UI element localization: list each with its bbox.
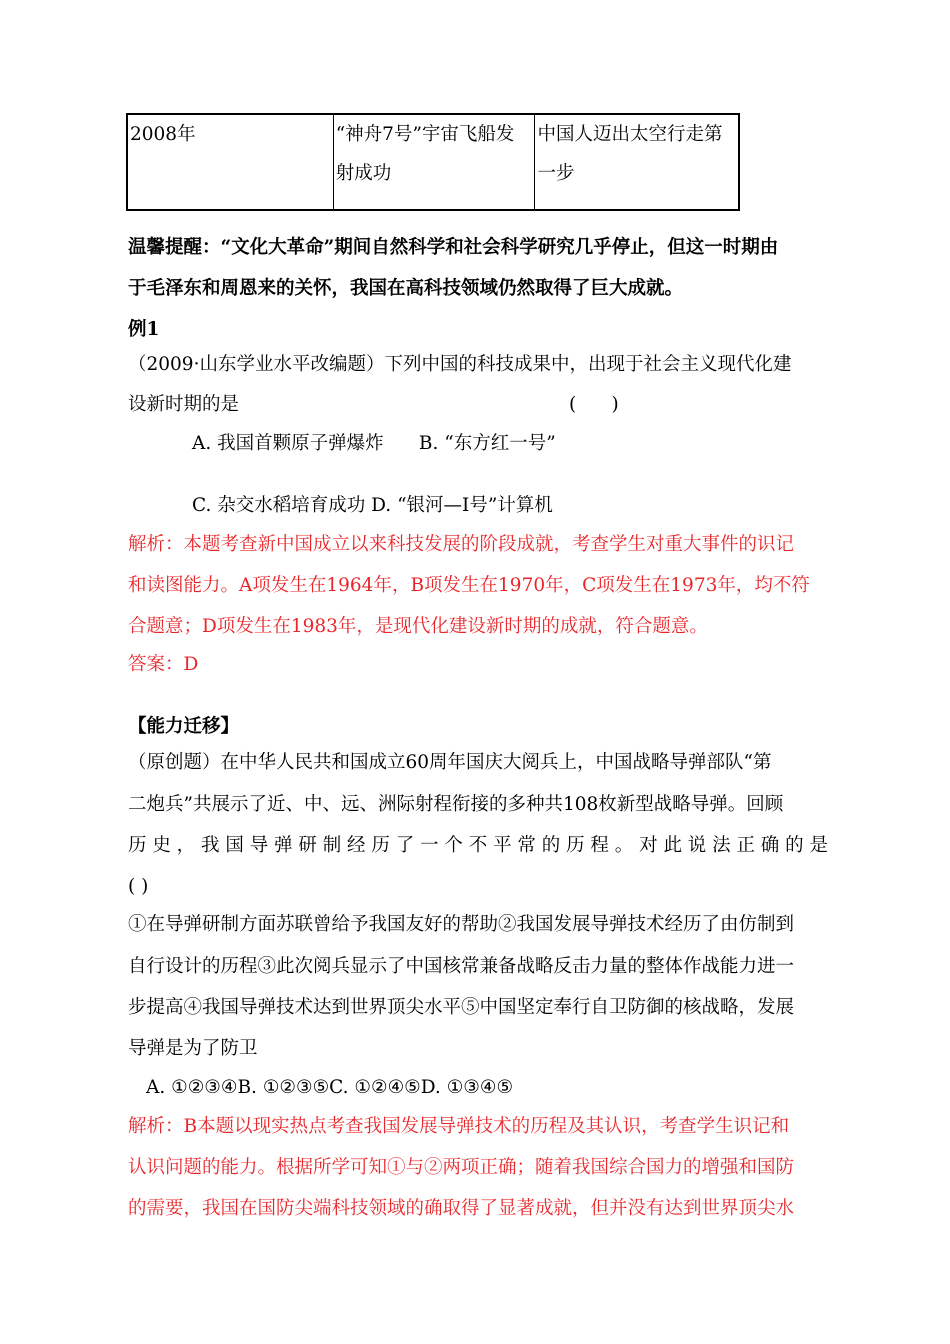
example-answer-bracket: ( )	[569, 394, 619, 415]
transfer-analysis-line-3: 的需要，我国在国防尖端科技领域的确取得了显著成就，但并没有达到世界顶尖水	[128, 1198, 795, 1219]
transfer-heading: 【能力迁移】	[128, 716, 240, 737]
transfer-analysis-line-2: 认识问题的能力。根据所学可知①与②两项正确；随着我国综合国力的增强和国防	[128, 1157, 795, 1178]
transfer-question-line-3: 历史，我国导弹研制经历了一个不平常的历程。对此说法正确的是	[128, 835, 828, 856]
reminder-line-2: 于毛泽东和周恩来的关怀，我国在高科技领域仍然取得了巨大成就。	[128, 278, 684, 299]
transfer-answer-bracket: ( )	[128, 876, 149, 897]
event-cell: “神舟7号”宇宙飞船发射成功	[333, 114, 535, 210]
example-analysis-line-3: 合题意；D项发生在1983年，是现代化建设新时期的成就，符合题意。	[128, 616, 708, 637]
example-heading: 例1	[128, 319, 160, 340]
transfer-items-line-2: 自行设计的历程③此次阅兵显示了中国核常兼备战略反击力量的整体作战能力进一	[128, 956, 795, 977]
table-row	[127, 114, 739, 210]
reminder-line-1: 温馨提醒：“文化大革命”期间自然科学和社会科学研究几乎停止，但这一时期由	[128, 237, 779, 258]
transfer-question-line-2: 二炮兵”共展示了近、中、远、洲际射程衔接的多种共108枚新型战略导弹。回顾	[128, 794, 784, 815]
transfer-analysis-line-1: 解析：B本题以现实热点考查我国发展导弹技术的历程及其认识，考查学生识记和	[128, 1116, 790, 1137]
transfer-items-line-4: 导弹是为了防卫	[128, 1038, 258, 1059]
example-answer: 答案：D	[128, 654, 199, 675]
example-analysis-line-1: 解析：本题考查新中国成立以来科技发展的阶段成就，考查学生对重大事件的识记	[128, 534, 795, 555]
events-table	[126, 113, 740, 211]
example-question-line-1: （2009·山东学业水平改编题）下列中国的科技成果中，出现于社会主义现代化建	[128, 354, 792, 375]
year-cell: 2008年	[127, 114, 333, 210]
transfer-question-line-1: （原创题）在中华人民共和国成立60周年国庆大阅兵上，中国战略导弹部队“第	[128, 752, 772, 773]
example-options-line-2: C. 杂交水稻培育成功 D. “银河—I号”计算机	[192, 495, 553, 516]
example-options-line-1: A. 我国首颗原子弹爆炸 B. “东方红一号”	[192, 433, 556, 454]
significance-cell: 中国人迈出太空行走第一步	[535, 114, 739, 210]
transfer-options: A. ①②③④B. ①②③⑤C. ①②④⑤D. ①③④⑤	[146, 1077, 514, 1098]
example-analysis-line-2: 和读图能力。A项发生在1964年，B项发生在1970年，C项发生在1973年，均不符	[128, 575, 810, 596]
example-question-line-2: 设新时期的是	[128, 394, 240, 415]
transfer-items-line-3: 步提高④我国导弹技术达到世界顶尖水平⑤中国坚定奉行自卫防御的核战略，发展	[128, 997, 795, 1018]
transfer-items-line-1: ①在导弹研制方面苏联曾给予我国友好的帮助②我国发展导弹技术经历了由仿制到	[128, 914, 795, 935]
